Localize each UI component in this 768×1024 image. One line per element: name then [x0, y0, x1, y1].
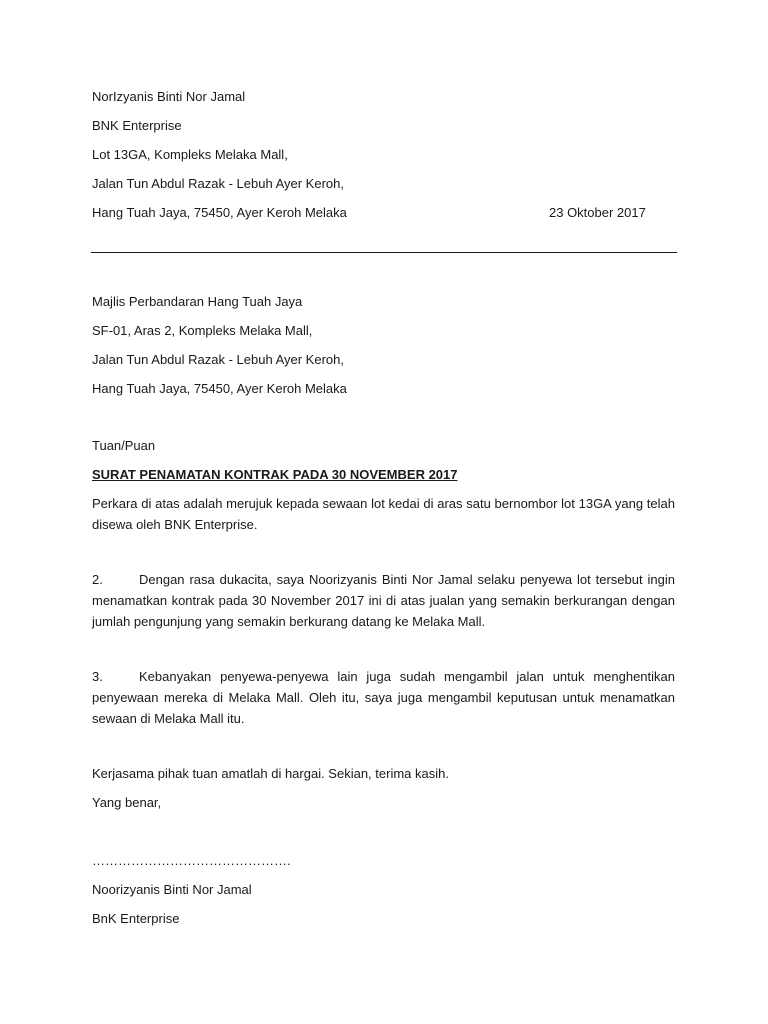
- signature-line: ……………………………………….: [92, 853, 291, 868]
- header-divider: [91, 252, 677, 253]
- letter-date: 23 Oktober 2017: [549, 205, 646, 220]
- paragraph-2-text: Dengan rasa dukacita, saya Noorizyanis Binti Nor Jamal selaku penyewa lot tersebut ingin menamatkan kontrak pada 30 November 2017 ini di atas jualan yang semakin berkurangan dengan jumlah pengunjung yang semakin berkurang datang ke Melaka Mall.: [92, 572, 675, 629]
- salutation: Tuan/Puan: [92, 438, 156, 453]
- paragraph-3: [92, 666, 675, 729]
- paragraph-2-number: 2.: [92, 572, 103, 587]
- sender-address-line-1: Lot 13GA, Kompleks Melaka Mall,: [92, 147, 288, 162]
- paragraph-2: [92, 569, 675, 632]
- recipient-address-line-2: Jalan Tun Abdul Razak - Lebuh Ayer Keroh,: [92, 352, 344, 367]
- sender-company: BNK Enterprise: [92, 118, 182, 133]
- paragraph-3-number: 3.: [92, 669, 103, 684]
- sender-name: NorIzyanis Binti Nor Jamal: [92, 89, 246, 104]
- sender-address-line-2: Jalan Tun Abdul Razak - Lebuh Ayer Keroh,: [92, 176, 344, 191]
- closing-thanks: Kerjasama pihak tuan amatlah di hargai. Sekian, terima kasih.: [92, 766, 449, 781]
- sign-off: Yang benar,: [92, 795, 162, 810]
- recipient-name: Majlis Perbandaran Hang Tuah Jaya: [92, 294, 303, 309]
- paragraph-1: Perkara di atas adalah merujuk kepada sewaan lot kedai di aras satu bernombor lot 13GA yang telah disewa oleh BNK Enterprise.: [92, 496, 675, 532]
- recipient-address-line-3: Hang Tuah Jaya, 75450, Ayer Keroh Melaka: [92, 381, 347, 396]
- recipient-address-line-1: SF-01, Aras 2, Kompleks Melaka Mall,: [92, 323, 313, 338]
- paragraph-3-text: Kebanyakan penyewa-penyewa lain juga sudah mengambil jalan untuk menghentikan penyewaan mereka di Melaka Mall. Oleh itu, saya juga mengambil keputusan untuk menamatkan sewaan di Melaka Mall itu.: [92, 669, 675, 726]
- sender-address-line-3: Hang Tuah Jaya, 75450, Ayer Keroh Melaka: [92, 205, 347, 220]
- signatory-name: Noorizyanis Binti Nor Jamal: [92, 882, 252, 897]
- letter-subject: SURAT PENAMATAN KONTRAK PADA 30 NOVEMBER 2017: [92, 467, 458, 482]
- signatory-company: BnK Enterprise: [92, 911, 180, 926]
